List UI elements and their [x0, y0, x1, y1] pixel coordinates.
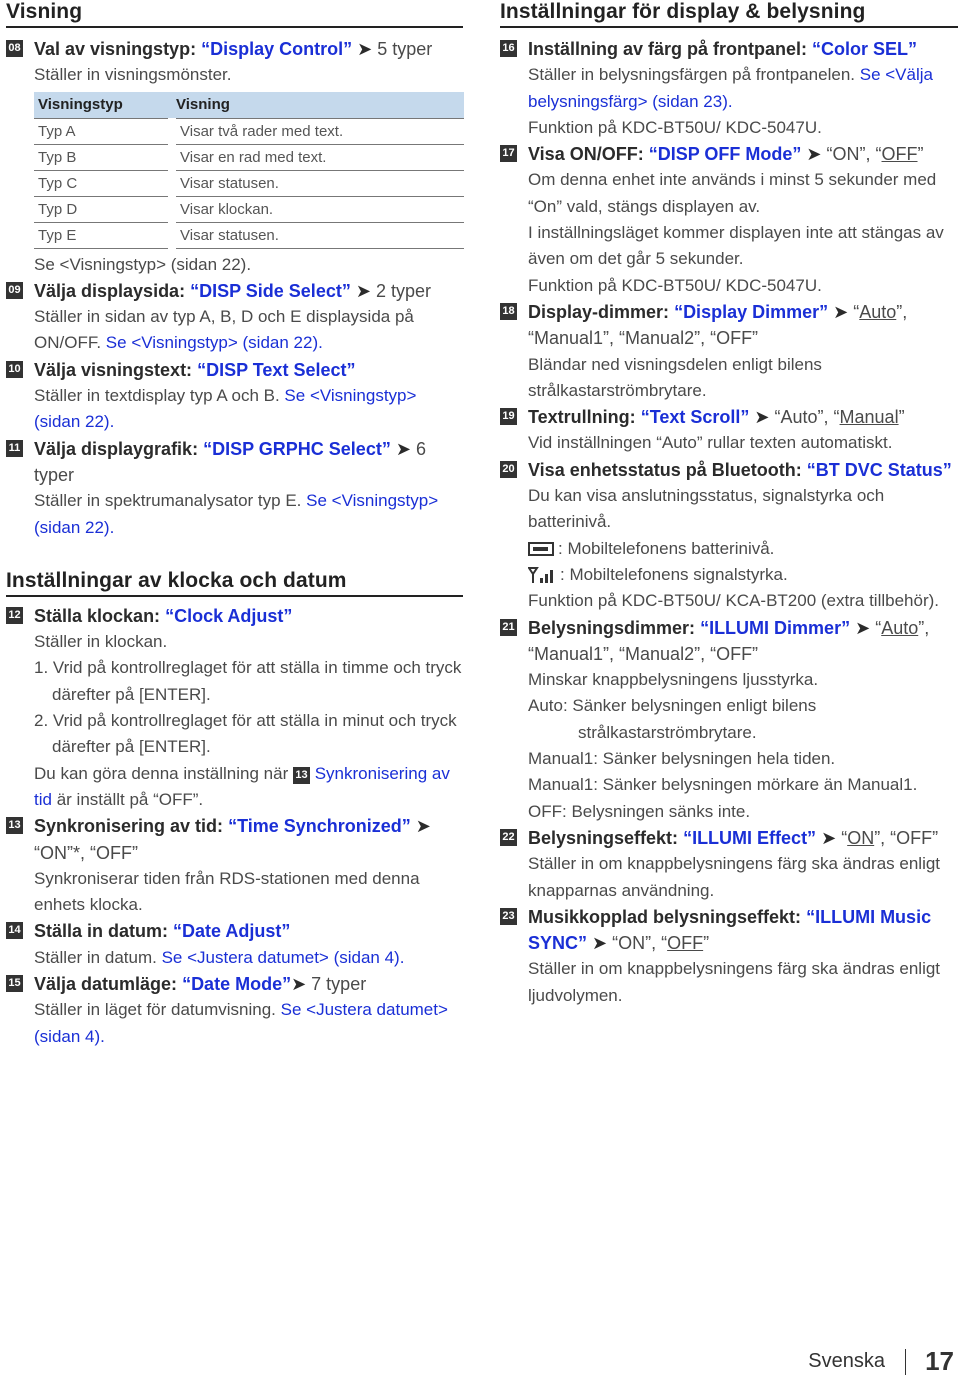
setting-description: Ställer in klockan. — [34, 632, 168, 652]
table-cell: Visar en rad med text. — [172, 144, 464, 170]
note-text: Du kan göra denna inställning när — [34, 763, 289, 783]
arrow-icon: ➤ — [821, 827, 837, 848]
setting-label: Synkronisering av tid: — [34, 816, 224, 837]
setting-item-21 — [500, 615, 958, 825]
description-text: Ställer in datum. — [34, 947, 157, 967]
section-title-visning: Visning — [6, 0, 463, 28]
item-number: 23 — [500, 908, 517, 925]
option-explanation: OFF: Belysningen sänks inte. — [528, 801, 751, 821]
setting-header — [34, 603, 463, 629]
setting-description: Du kan visa anslutningsstatus, signalstyrka och batterinivå. — [528, 486, 885, 532]
item-number: 13 — [6, 817, 23, 834]
option-explanation: Manual1: Sänker belysningen mörkare än Manual1. — [528, 775, 918, 795]
setting-label: Ställa klockan: — [34, 605, 161, 626]
legend-text: : Mobiltelefonens signalstyrka. — [560, 564, 788, 584]
description-text: Ställer in läget för datumvisning. — [34, 1000, 276, 1020]
model-note: Funktion på KDC-BT50U/ KDC-5047U. — [528, 117, 822, 137]
display-type-table — [34, 92, 464, 249]
item-number: 11 — [6, 440, 23, 457]
signal-strength-icon — [528, 566, 556, 584]
arrow-icon: ➤ — [806, 144, 822, 165]
setting-label: Musikkopplad belysningseffekt: — [528, 906, 802, 927]
setting-label: Välja datumläge: — [34, 974, 178, 995]
table-cell: Visar statusen. — [172, 170, 464, 196]
setting-options — [841, 828, 938, 848]
arrow-icon: ➤ — [415, 816, 431, 837]
note-text: är inställt på “OFF”. — [56, 789, 204, 809]
item-number: 18 — [500, 303, 517, 320]
setting-description: I inställningsläget kommer displayen inte att stängas av även om det går 5 sekunder. — [528, 223, 944, 269]
default-option: Auto — [859, 301, 897, 322]
page-number: 17 — [925, 1346, 954, 1376]
setting-description — [528, 62, 958, 115]
setting-item-10 — [6, 357, 463, 436]
setting-label: Textrullning: — [528, 407, 636, 428]
setting-header — [34, 436, 463, 489]
setting-options — [775, 407, 905, 427]
setting-header — [528, 299, 958, 352]
setting-description: Ställer in om knappbelysningens färg ska ändras enligt knapparnas användning. — [528, 854, 941, 900]
setting-label: Välja displaygrafik: — [34, 438, 199, 459]
setting-name: “DISP Text Select” — [197, 359, 356, 380]
setting-description: Om denna enhet inte används i minst 5 sekunder med “On” vald, stängs displayen av. — [528, 170, 937, 216]
language-label: Svenska — [808, 1350, 885, 1372]
item-number: 08 — [6, 40, 23, 57]
setting-options: “ON”*, “OFF” — [34, 842, 138, 863]
item-number: 10 — [6, 361, 23, 378]
setting-item-15 — [6, 971, 463, 1050]
setting-description: Minskar knappbelysningens ljusstyrka. — [528, 670, 819, 690]
item-number: 17 — [500, 145, 517, 162]
setting-description — [34, 997, 463, 1050]
setting-name: “Clock Adjust” — [165, 605, 293, 626]
setting-item-16 — [500, 36, 958, 141]
cross-reference-link[interactable]: Synkronisering av tid — [34, 763, 450, 809]
table-cell: Typ A — [34, 118, 172, 144]
left-column — [6, 0, 463, 1050]
table-cell: Typ D — [34, 196, 172, 222]
legend-text: : Mobiltelefonens batterinivå. — [558, 538, 775, 558]
setting-header — [528, 36, 958, 62]
page-reference-link[interactable]: Se <Justera datumet> (sidan 4). — [34, 1000, 448, 1046]
battery-icon — [528, 542, 554, 556]
setting-header — [34, 278, 463, 304]
setting-description — [34, 488, 463, 541]
setting-header — [34, 357, 463, 383]
table-header-row — [34, 92, 464, 119]
table-header-cell: Visning — [172, 92, 464, 119]
footer-divider — [905, 1349, 906, 1375]
setting-header — [528, 457, 958, 483]
setting-label: Välja visningstext: — [34, 359, 193, 380]
page-reference-link[interactable]: Se <Visningstyp> (sidan 22). — [105, 333, 323, 353]
description-text: Ställer in belysningsfärgen på frontpanelen. — [528, 65, 855, 85]
default-option: ON — [847, 827, 875, 848]
setting-options: 6 typer — [34, 438, 426, 485]
setting-item-22 — [500, 825, 958, 904]
option-text: “ — [853, 301, 860, 322]
setting-item-23 — [500, 904, 958, 1009]
section-title-display-lighting: Inställningar för display & belysning — [500, 0, 958, 28]
setting-name: “BT DVC Status” — [806, 459, 952, 480]
setting-name: “DISP OFF Mode” — [648, 144, 802, 165]
default-option: OFF — [881, 144, 918, 165]
item-number: 19 — [500, 408, 517, 425]
table-cell: Typ C — [34, 170, 172, 196]
item-number: 22 — [500, 829, 517, 846]
page-reference-link[interactable]: Se <Visningstyp> (sidan 22). — [34, 491, 439, 537]
setting-label: Välja displaysida: — [34, 280, 186, 301]
arrow-icon: ➤ — [833, 301, 849, 322]
setting-label: Inställning av färg på frontpanel: — [528, 39, 808, 59]
option-text: “ — [841, 827, 848, 848]
description-text: Ställer in textdisplay typ A och B. — [34, 386, 280, 406]
setting-item-20 — [500, 457, 958, 615]
setting-description: Ställer in visningsmönster. — [34, 65, 232, 85]
setting-name: “DISP GRPHC Select” — [203, 438, 391, 459]
setting-name: “DISP Side Select” — [190, 280, 351, 301]
option-text: ”, “Manual1”, “Manual2”, “OFF” — [528, 617, 930, 664]
setting-header — [528, 904, 958, 957]
battery-legend — [528, 536, 958, 562]
arrow-icon: ➤ — [395, 438, 411, 459]
item-number-reference: 13 — [293, 767, 310, 784]
setting-name: “Date Mode” — [182, 974, 292, 995]
page-footer — [808, 1346, 954, 1377]
setting-description — [34, 383, 463, 436]
item-number: 09 — [6, 282, 23, 299]
setting-note — [34, 761, 463, 814]
setting-label: Ställa in datum: — [34, 921, 169, 942]
setting-header — [34, 918, 463, 944]
option-text: “ — [875, 617, 882, 638]
item-number: 12 — [6, 607, 23, 624]
setting-header — [34, 971, 463, 997]
description-text: Ställer in sidan av typ A, B, D och E displaysida på ON/OFF. — [34, 307, 414, 353]
setting-options: 7 typer — [306, 974, 367, 995]
page-reference-link[interactable]: Se <Visningstyp> (sidan 22). — [34, 386, 417, 432]
setting-label: Display-dimmer: — [528, 301, 670, 322]
option-text: “ON”, “ — [612, 933, 668, 954]
setting-name: “Display Dimmer” — [674, 301, 829, 322]
setting-item-18 — [500, 299, 958, 404]
option-text: ” — [703, 933, 710, 954]
option-explanation: Auto: Sänker belysningen enligt bilens strålkastarströmbrytare. — [528, 696, 817, 742]
setting-header — [34, 813, 463, 866]
table-row — [34, 170, 464, 196]
arrow-icon: ➤ — [592, 933, 608, 954]
page-reference-link[interactable]: Se <Justera datumet> (sidan 4). — [161, 947, 405, 967]
table-cell: Typ B — [34, 144, 172, 170]
item-number: 14 — [6, 922, 23, 939]
arrow-icon: ➤ — [355, 280, 371, 301]
setting-name: “ILLUMI Music SYNC” — [528, 906, 932, 954]
item-number: 15 — [6, 975, 23, 992]
arrow-icon: ➤ — [754, 407, 770, 428]
setting-name: “Display Control” — [201, 39, 353, 59]
setting-item-19 — [500, 404, 958, 457]
option-text: “ON”, “ — [826, 144, 882, 165]
table-row — [34, 196, 464, 222]
page-reference-link[interactable]: Se <Välja belysningsfärg> (sidan 23). — [528, 65, 933, 111]
description-text: Ställer in spektrumanalysator typ E. — [34, 491, 302, 511]
signal-legend — [528, 562, 958, 588]
option-text: ”, “Manual1”, “Manual2”, “OFF” — [528, 301, 908, 349]
setting-options — [612, 933, 709, 953]
setting-item-12 — [6, 603, 463, 813]
option-text: ” — [898, 407, 905, 428]
setting-description — [34, 304, 463, 357]
model-note: Funktion på KDC-BT50U/ KCA-BT200 (extra tillbehör). — [528, 591, 939, 611]
setting-header — [528, 825, 958, 851]
arrow-icon: ➤ — [291, 974, 307, 995]
default-option: OFF — [667, 933, 704, 954]
setting-name: “ILLUMI Effect” — [683, 827, 817, 848]
step-item: 1. Vrid på kontrollreglaget för att ställa in timme och tryck därefter på [ENTER]. — [34, 658, 462, 704]
setting-options — [827, 144, 924, 164]
setting-label: Belysningsdimmer: — [528, 617, 696, 638]
table-cell: Visar klockan. — [172, 196, 464, 222]
setting-label: Visa ON/OFF: — [528, 144, 644, 165]
model-note: Funktion på KDC-BT50U/ KDC-5047U. — [528, 275, 822, 295]
item-number: 20 — [500, 461, 517, 478]
option-text: ” — [917, 144, 924, 165]
item-number: 21 — [500, 619, 517, 636]
setting-item-13 — [6, 813, 463, 918]
setting-header — [528, 615, 958, 668]
setting-item-17 — [500, 141, 958, 299]
step-item: 2. Vrid på kontrollreglaget för att ställa in minut och tryck därefter på [ENTER]. — [34, 711, 457, 757]
setting-options: 5 typer — [372, 39, 433, 59]
table-cell: Visar statusen. — [172, 222, 464, 248]
setting-name: “Text Scroll” — [640, 407, 750, 428]
setting-description — [34, 945, 463, 971]
option-text: ”, “OFF” — [874, 827, 939, 848]
option-explanation: Manual1: Sänker belysningen hela tiden. — [528, 749, 836, 769]
table-row — [34, 144, 464, 170]
setting-name: “ILLUMI Dimmer” — [700, 617, 851, 638]
setting-name: “Time Synchronized” — [228, 816, 411, 837]
right-column — [500, 0, 958, 1009]
setting-name: “Date Adjust” — [173, 921, 291, 942]
table-row — [34, 118, 464, 144]
table-cell: Typ E — [34, 222, 172, 248]
default-option: Auto — [881, 617, 919, 638]
default-option: Manual — [839, 407, 899, 428]
table-header-cell: Visningstyp — [34, 92, 172, 119]
setting-header — [34, 36, 463, 62]
setting-item-14 — [6, 918, 463, 971]
setting-label: Belysningseffekt: — [528, 827, 679, 848]
item-number: 16 — [500, 40, 517, 57]
arrow-icon: ➤ — [357, 39, 373, 59]
setting-description: Vid inställningen “Auto” rullar texten automatiskt. — [528, 433, 893, 453]
setting-item-08 — [6, 36, 463, 278]
setting-description: Ställer in om knappbelysningens färg ska ändras enligt ljudvolymen. — [528, 959, 941, 1005]
setting-options: 2 typer — [370, 280, 431, 301]
setting-header — [528, 141, 958, 167]
setting-name: “Color SEL” — [812, 39, 918, 59]
page-reference-link[interactable]: Se <Visningstyp> (sidan 22). — [34, 254, 252, 274]
table-cell: Visar två rader med text. — [172, 118, 464, 144]
setting-item-11 — [6, 436, 463, 541]
setting-header — [528, 404, 958, 430]
setting-label: Visa enhetsstatus på Bluetooth: — [528, 459, 802, 480]
section-title-clock: Inställningar av klocka och datum — [6, 569, 463, 597]
arrow-icon: ➤ — [855, 617, 871, 638]
setting-item-09 — [6, 278, 463, 357]
option-text: “Auto”, “ — [774, 407, 840, 428]
table-row — [34, 222, 464, 248]
setting-description: Synkroniserar tiden från RDS-stationen med denna enhets klocka. — [34, 868, 420, 915]
setting-description: Bländar ned visningsdelen enligt bilens strålkastarströmbrytare. — [528, 354, 822, 400]
setting-label: Val av visningstyp: — [34, 39, 197, 59]
